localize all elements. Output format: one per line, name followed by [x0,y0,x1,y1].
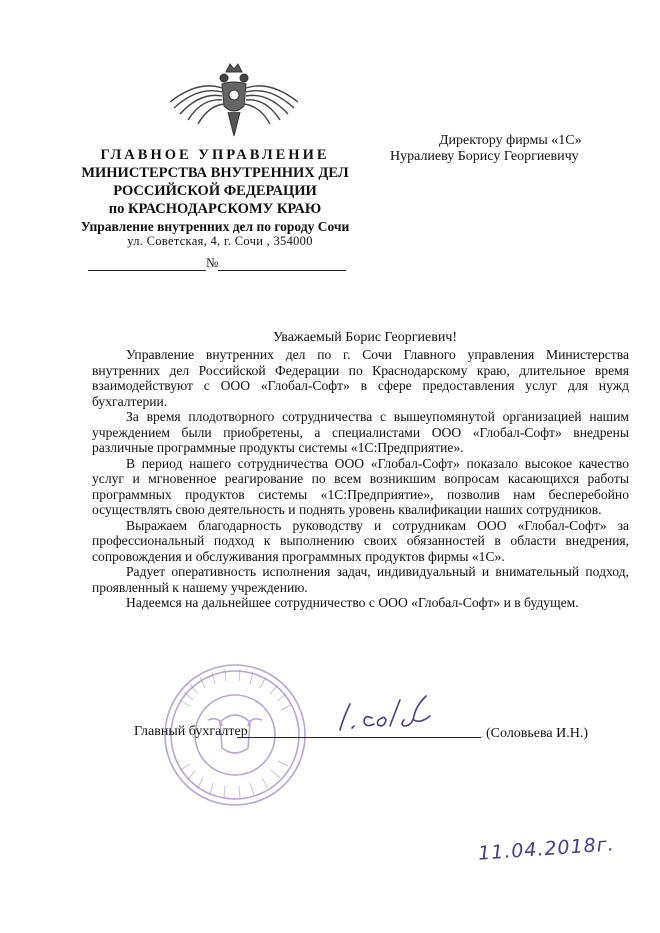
paragraph: Радует оперативность исполнения задач, индивидуальный и внимательный подход, проявленный к нашему учреждению. [92,564,629,595]
paragraph: За время плодотворного сотрудничества с вышеупомянутой организацией нашим учреждением были приобретены, а специалистами ООО «Глобал-Софт» внедрены различные программные продукты системы «1С:Предприятие». [92,409,629,455]
organization-header [70,146,360,236]
greeting: Уважаемый Борис Георгиевич! [272,330,458,345]
recipient-line-2: Нуралиеву Борису Георгиевичу [390,149,579,164]
org-line-2: МИНИСТЕРСТВА ВНУТРЕННИХ ДЕЛ [81,165,349,181]
paragraph: Надеемся на дальнейшее сотрудничество с ООО «Глобал-Софт» и в будущем. [126,595,579,610]
document-number-line [88,255,350,271]
number-sign: № [206,255,219,270]
letter-body [92,347,629,611]
recipient-block [390,133,630,165]
paragraph: Выражаем благодарность руководству и сотрудникам ООО «Глобал-Софт» за профессиональный подход к выполнению своих обязанностей в области внедрения, сопровождения и обслуживания программных продуктов фирмы «1С». [92,517,629,564]
org-line-4: по КРАСНОДАРСКОМУ КРАЮ [108,201,322,217]
eagle-emblem-icon [168,62,300,140]
handwritten-signature-icon [330,690,440,735]
handwritten-date: 11.04.2018г. [477,833,616,865]
address: ул. Советская, 4, г. Сочи , 354000 [127,234,313,248]
paragraph: Управление внутренних дел по г. Сочи Главного управления Министерства внутренних дел Российской Федерации по Краснодарскому краю, длительное время взаимодействуют с ООО «Глобал-Софт» в сфере предоставления услуг для нужд бухгалтерии. [92,347,629,409]
org-line-1: ГЛАВНОЕ УПРАВЛЕНИЕ [100,147,330,163]
signatory-title: Главный бухгалтер [134,724,248,739]
org-line-5: Управление внутренних дел по городу Сочи [80,219,350,234]
paragraph: В период нашего сотрудничества ООО «Глобал-Софт» показало высокое качество услуг и мгновенное реагирование по всем возникшим вопросам касающихся работы программных продуктов системы «1С:Предприятие», позволив нам бесперебойно осуществлять свою деятельность и поднять уровень квалификации наших сотрудников. [92,455,629,517]
signature-line [237,737,481,738]
org-line-3: РОССИЙСКОЙ ФЕДЕРАЦИИ [113,183,317,199]
recipient-line-1: Директору фирмы «1С» [439,133,582,148]
signatory-name: (Соловьева И.Н.) [486,726,589,741]
